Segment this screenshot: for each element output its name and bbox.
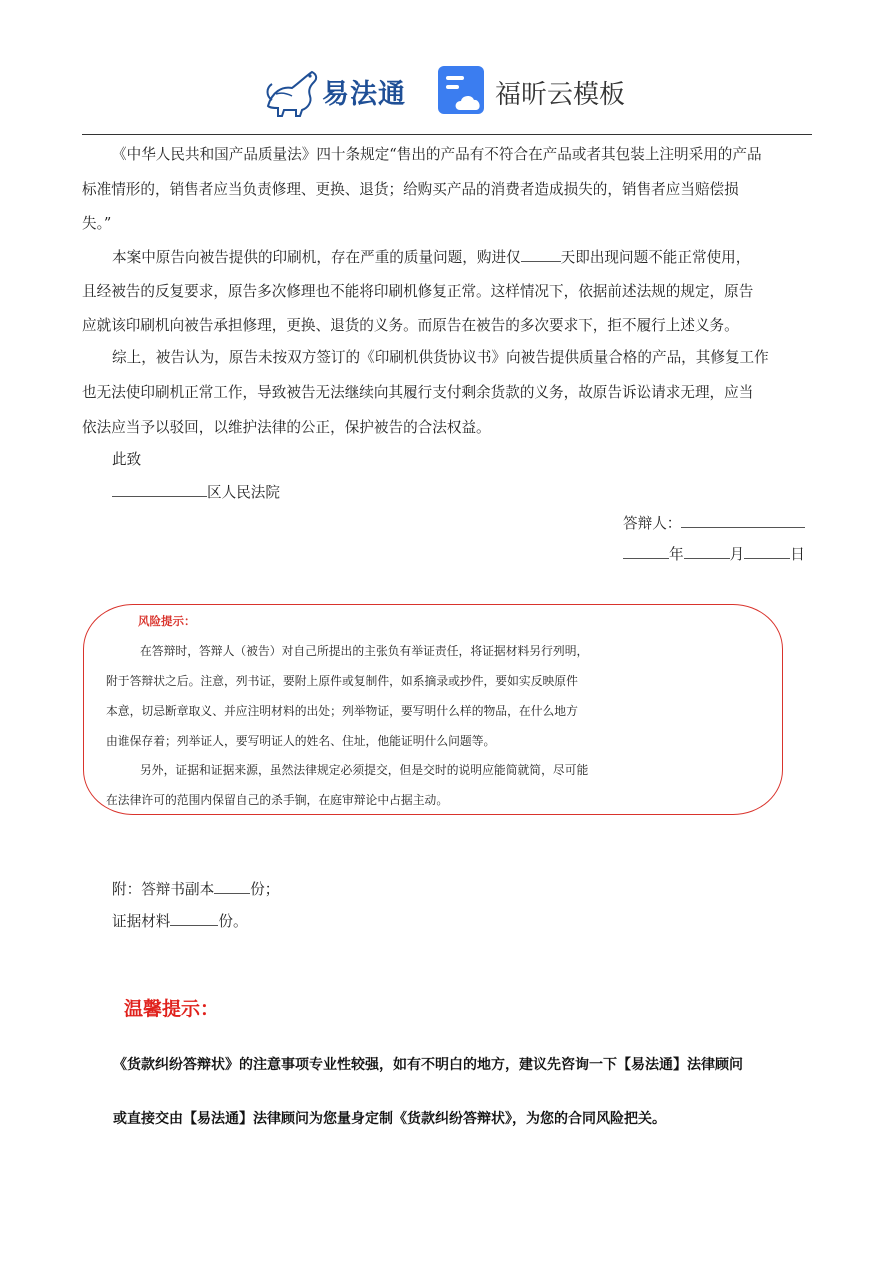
warm-tip-line-1: 《货款纠纷答辩状》的注意事项专业性较强，如有不明白的地方，建议先咨询一下【易法通】法律顾问 xyxy=(113,1057,743,1073)
days-blank[interactable] xyxy=(521,246,561,262)
risk-line-4: 由谁保存着；列举证人，要写明证人的姓名、住址，他能证明什么问题等。 xyxy=(106,734,496,748)
risk-notice-title: 风险提示： xyxy=(138,614,196,628)
paragraph-2-line-2: 且经被告的反复要求，原告多次修理也不能将印刷机修复正常。这样情况下，依据前述法规的规定，原告 xyxy=(82,283,754,300)
paragraph-2-text-a: 本案中原告向被告提供的印刷机，存在严重的质量问题，购进仅 xyxy=(112,249,521,266)
paragraph-3-line-2: 也无法使印刷机正常工作，导致被告无法继续向其履行支付剩余货款的义务，故原告诉讼请求无理，应当 xyxy=(82,384,754,401)
court-suffix: 区人民法院 xyxy=(207,484,280,501)
paragraph-3-line-1: 综上，被告认为，原告未按双方签订的《印刷机供货协议书》向被告提供质量合格的产品，其修复工作 xyxy=(112,349,769,366)
copies-prefix: 附：答辩书副本 xyxy=(112,881,215,898)
evidence-blank[interactable] xyxy=(170,910,218,926)
attachment-evidence xyxy=(112,910,248,932)
date-day: 日 xyxy=(790,546,805,563)
respondent-line xyxy=(623,512,805,534)
warm-tip-line-2: 或直接交由【易法通】法律顾问为您量身定制《货款纠纷答辩状》，为您的合同风险把关。 xyxy=(113,1111,666,1127)
month-blank[interactable] xyxy=(684,543,730,559)
paragraph-3-line-3: 依法应当予以驳回，以维护法律的公正，保护被告的合法权益。 xyxy=(82,419,491,436)
header xyxy=(0,60,893,122)
day-blank[interactable] xyxy=(744,543,790,559)
foxit-template-logo xyxy=(436,64,646,120)
risk-line-3: 本意，切忌断章取义、并应注明材料的出处；列举物证，要写明什么样的物品，在什么地方 xyxy=(106,704,578,718)
date-month: 月 xyxy=(729,546,745,563)
warm-tip-title: 温馨提示： xyxy=(124,998,220,1020)
copies-suffix: 份； xyxy=(250,881,280,898)
date-line xyxy=(623,543,805,565)
risk-line-5: 另外，证据和证据来源，虽然法律规定必须提交，但是交时的说明应能简就简，尽可能 xyxy=(140,763,589,777)
logo2-text: 福昕云模板 xyxy=(495,80,626,110)
court-name-blank[interactable] xyxy=(112,481,207,497)
risk-line-1: 在答辩时，答辩人（被告）对自己所提出的主张负有举证责任，将证据材料另行列明， xyxy=(140,644,589,658)
paragraph-2-text-b: 天即出现问题不能正常使用， xyxy=(560,249,751,266)
risk-line-6: 在法律许可的范围内保留自己的杀手锏，在庭审辩论中占据主动。 xyxy=(106,793,449,807)
risk-line-2: 附于答辩状之后。注意，列书证，要附上原件或复制件，如系摘录或抄件，要如实反映原件 xyxy=(106,674,578,688)
paragraph-1-line-2: 标准情形的，销售者应当负责修理、更换、退货；给购买产品的消费者造成损失的，销售者应当赔偿损 xyxy=(82,181,739,198)
attachment-copies xyxy=(112,878,279,900)
copies-blank[interactable] xyxy=(214,878,250,894)
paragraph-2-line-3: 应就该印刷机向被告承担修理，更换、退货的义务。而原告在被告的多次要求下，拒不履行上述义务。 xyxy=(82,317,739,334)
respondent-blank[interactable] xyxy=(681,512,805,528)
court-line xyxy=(112,481,280,503)
paragraph-1-line-1: 《中华人民共和国产品质量法》四十条规定“售出的产品有不符合在产品或者其包装上注明采用的产品 xyxy=(112,146,762,163)
logo1-text: 易法通 xyxy=(322,79,406,110)
paragraph-1-line-3: 失。” xyxy=(82,215,112,232)
risk-notice-box xyxy=(83,604,783,815)
evidence-prefix: 证据材料 xyxy=(112,913,171,930)
paragraph-2-line-1 xyxy=(112,246,750,268)
document-cloud-icon xyxy=(436,64,488,116)
respondent-label: 答辩人： xyxy=(623,515,682,532)
yifatong-logo xyxy=(262,62,412,118)
qilin-icon xyxy=(262,62,324,118)
salutation: 此致 xyxy=(112,451,142,468)
year-blank[interactable] xyxy=(623,543,669,559)
evidence-suffix: 份。 xyxy=(218,913,248,930)
date-year: 年 xyxy=(669,546,684,563)
header-divider xyxy=(82,134,812,135)
